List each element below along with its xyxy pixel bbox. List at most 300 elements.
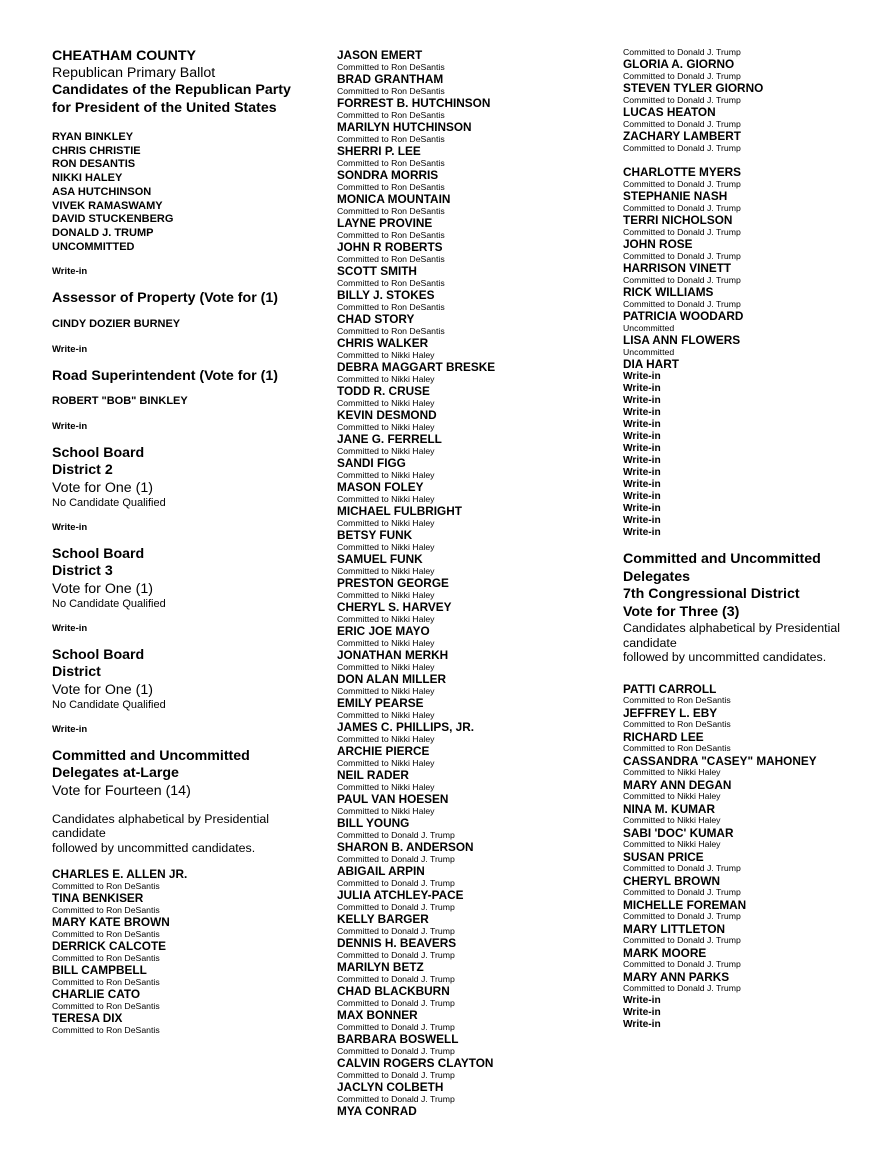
delegate-entry bbox=[337, 1033, 617, 1057]
delegate-commitment: Committed to Nikki Haley bbox=[337, 349, 435, 360]
delegate-name: SHARON B. ANDERSON bbox=[337, 840, 474, 854]
delegate-entry bbox=[337, 241, 617, 265]
delegate-commitment: Committed to Donald J. Trump bbox=[337, 997, 455, 1008]
delegate-name: MYA CONRAD bbox=[337, 1104, 417, 1118]
delegate-name: HARRISON VINETT bbox=[623, 261, 732, 276]
write-in: Write-in bbox=[52, 343, 88, 355]
vote-for-one: Vote for One (1) bbox=[52, 681, 153, 698]
delegate-name: CHERYL BROWN bbox=[623, 873, 720, 888]
delegate-commitment: Committed to Donald J. Trump bbox=[623, 911, 741, 922]
delegate-name: MARY KATE BROWN bbox=[52, 915, 170, 930]
delegate-entry bbox=[337, 985, 617, 1009]
delegate-name: RICK WILLIAMS bbox=[623, 285, 714, 300]
delegate-entry bbox=[337, 865, 617, 889]
delegate-entry bbox=[337, 121, 617, 145]
write-in: Write-in bbox=[52, 723, 88, 735]
delegate-entry bbox=[623, 130, 873, 154]
delegate-commitment: Committed to Ron DeSantis bbox=[337, 253, 445, 264]
delegate-commitment: Committed to Donald J. Trump bbox=[337, 973, 455, 984]
delegate-name: DON ALAN MILLER bbox=[337, 672, 447, 686]
delegate-entry bbox=[337, 817, 617, 841]
delegate-commitment: Committed to Ron DeSantis bbox=[623, 743, 731, 754]
delegate-name: LAYNE PROVINE bbox=[337, 216, 433, 230]
delegate-commitment: Committed to Ron DeSantis bbox=[52, 1024, 160, 1035]
delegate-entry bbox=[337, 337, 617, 361]
assessor-candidate: CINDY DOZIER BURNEY bbox=[52, 317, 181, 330]
delegate-name: LISA ANN FLOWERS bbox=[623, 333, 741, 348]
write-in: Write-in bbox=[623, 515, 661, 526]
delegate-entry bbox=[337, 961, 617, 985]
delegate-name: JOHN R ROBERTS bbox=[337, 240, 443, 254]
delegate-name: CHERYL S. HARVEY bbox=[337, 600, 452, 614]
delegate-name: MICHELLE FOREMAN bbox=[623, 897, 747, 912]
delegate-entry bbox=[337, 505, 617, 529]
delegate-name: KEVIN DESMOND bbox=[337, 408, 437, 422]
delegate-commitment: Committed to Nikki Haley bbox=[337, 589, 435, 600]
delegate-commitment: Committed to Nikki Haley bbox=[337, 757, 435, 768]
candidate-name: NIKKI HALEY bbox=[52, 172, 123, 185]
delegate-entry bbox=[623, 875, 873, 899]
delegate-entry bbox=[623, 238, 873, 262]
delegate-entry bbox=[623, 827, 873, 851]
delegate-name: MARY LITTLETON bbox=[623, 921, 726, 936]
delegate-name: CASSANDRA "CASEY" MAHONEY bbox=[623, 753, 817, 768]
cd-vote-for: Vote for Three (3) bbox=[623, 603, 740, 620]
delegate-commitment: Committed to Nikki Haley bbox=[337, 373, 435, 384]
delegate-commitment: Committed to Donald J. Trump bbox=[623, 887, 741, 898]
delegate-entry bbox=[337, 97, 617, 121]
delegate-entry bbox=[337, 649, 617, 673]
delegate-name: SUSAN PRICE bbox=[623, 849, 704, 864]
delegate-entry bbox=[337, 169, 617, 193]
column-1 bbox=[52, 48, 302, 1036]
assessor-heading: Assessor of Property (Vote for (1) bbox=[52, 290, 278, 307]
delegate-list bbox=[52, 868, 302, 1036]
delegate-entry bbox=[337, 457, 617, 481]
delegate-name: MASON FOLEY bbox=[337, 480, 424, 494]
delegate-name: ARCHIE PIERCE bbox=[337, 744, 430, 758]
delegate-name: TINA BENKISER bbox=[52, 891, 144, 906]
cd-heading: Committed and Uncommitted bbox=[623, 551, 821, 567]
delegate-commitment: Committed to Nikki Haley bbox=[337, 685, 435, 696]
delegate-name: SANDI FIGG bbox=[337, 456, 406, 470]
delegate-list bbox=[623, 683, 873, 995]
delegate-entry bbox=[623, 262, 873, 286]
delegate-commitment: Committed to Nikki Haley bbox=[337, 397, 435, 408]
delegate-commitment: Committed to Donald J. Trump bbox=[337, 925, 455, 936]
write-in: Write-in bbox=[623, 1006, 661, 1018]
delegate-entry bbox=[337, 625, 617, 649]
delegate-entry bbox=[623, 166, 873, 190]
alphabetical-note: Candidates alphabetical by Presidential candidate bbox=[623, 621, 840, 650]
delegate-commitment: Uncommitted bbox=[623, 323, 675, 333]
delegate-name: JAMES C. PHILLIPS, JR. bbox=[337, 720, 475, 734]
delegate-name: MARK MOORE bbox=[623, 945, 707, 960]
delegate-commitment: Committed to Donald J. Trump bbox=[623, 179, 741, 189]
no-candidate-qualified: No Candidate Qualified bbox=[52, 698, 166, 711]
delegate-commitment: Committed to Donald J. Trump bbox=[337, 1045, 455, 1056]
delegate-name: BETSY FUNK bbox=[337, 528, 413, 542]
delegate-commitment: Committed to Donald J. Trump bbox=[337, 853, 455, 864]
ballot-type: Republican Primary Ballot bbox=[52, 65, 216, 81]
delegate-entry bbox=[337, 265, 617, 289]
column-3 bbox=[623, 47, 873, 1031]
write-in: Write-in bbox=[623, 407, 661, 418]
delegate-commitment: Committed to Nikki Haley bbox=[337, 637, 435, 648]
write-in: Write-in bbox=[623, 527, 661, 538]
delegate-entry bbox=[52, 868, 302, 892]
delegate-commitment: Committed to Donald J. Trump bbox=[337, 1069, 455, 1080]
cd-heading-3: 7th Congressional District bbox=[623, 586, 800, 602]
delegate-commitment: Committed to Ron DeSantis bbox=[337, 277, 445, 288]
column-2 bbox=[337, 49, 617, 1118]
delegate-commitment: Committed to Ron DeSantis bbox=[52, 928, 160, 939]
delegate-commitment: Committed to Ron DeSantis bbox=[337, 109, 445, 120]
delegate-entry bbox=[52, 916, 302, 940]
committed-label: Committed to Donald J. Trump bbox=[623, 47, 741, 57]
delegate-commitment: Committed to Donald J. Trump bbox=[623, 95, 741, 105]
delegate-entry bbox=[623, 731, 873, 755]
delegate-entry bbox=[337, 577, 617, 601]
delegate-commitment: Committed to Nikki Haley bbox=[337, 733, 435, 744]
write-in: Write-in bbox=[623, 479, 661, 490]
delegate-commitment: Committed to Donald J. Trump bbox=[337, 1093, 455, 1104]
delegate-name: SHERRI P. LEE bbox=[337, 144, 421, 158]
delegate-entry bbox=[623, 947, 873, 971]
delegate-entry bbox=[337, 289, 617, 313]
delegate-commitment: Committed to Nikki Haley bbox=[623, 767, 721, 778]
delegate-entry bbox=[52, 892, 302, 916]
delegate-name: JANE G. FERRELL bbox=[337, 432, 442, 446]
delegate-name: JOHN ROSE bbox=[623, 237, 693, 252]
school-board-2-heading: School Board bbox=[52, 444, 145, 461]
delegate-commitment: Committed to Nikki Haley bbox=[337, 445, 435, 456]
delegate-name: CHARLES E. ALLEN JR. bbox=[52, 867, 188, 882]
delegate-entry bbox=[337, 889, 617, 913]
write-in: Write-in bbox=[623, 503, 661, 514]
delegate-name: CHRIS WALKER bbox=[337, 336, 429, 350]
write-in: Write-in bbox=[623, 383, 661, 394]
delegate-name: PRESTON GEORGE bbox=[337, 576, 449, 590]
delegate-entry bbox=[623, 803, 873, 827]
delegate-entry bbox=[623, 106, 873, 130]
delegate-commitment: Committed to Donald J. Trump bbox=[623, 275, 741, 285]
delegate-entry bbox=[337, 481, 617, 505]
delegate-commitment: Committed to Ron DeSantis bbox=[337, 205, 445, 216]
write-in-list bbox=[623, 995, 873, 1031]
delegate-name: DERRICK CALCOTE bbox=[52, 939, 167, 954]
alphabetical-note-2: followed by uncommitted candidates. bbox=[623, 650, 827, 664]
delegate-entry bbox=[623, 899, 873, 923]
candidate-name: UNCOMMITTED bbox=[52, 240, 135, 253]
delegate-name: MARILYN HUTCHINSON bbox=[337, 120, 472, 134]
delegate-entry bbox=[52, 940, 302, 964]
delegate-name: DENNIS H. BEAVERS bbox=[337, 936, 457, 950]
delegate-name: BARBARA BOSWELL bbox=[337, 1032, 459, 1046]
school-board-district: District bbox=[52, 664, 101, 681]
delegate-commitment: Committed to Nikki Haley bbox=[337, 805, 435, 816]
delegate-entry bbox=[52, 1012, 302, 1036]
school-board-3-heading: School Board bbox=[52, 545, 145, 562]
delegate-name: ZACHARY LAMBERT bbox=[623, 129, 741, 144]
delegate-name: MARY ANN PARKS bbox=[623, 969, 730, 984]
delegate-commitment: Committed to Donald J. Trump bbox=[623, 203, 741, 213]
write-in: Write-in bbox=[52, 521, 88, 533]
delegate-commitment: Committed to Ron DeSantis bbox=[52, 1000, 160, 1011]
candidate-name: CHRIS CHRISTIE bbox=[52, 144, 141, 157]
delegate-entry bbox=[623, 82, 873, 106]
delegate-entry bbox=[337, 385, 617, 409]
delegate-name: JASON EMERT bbox=[337, 48, 423, 62]
delegate-commitment: Committed to Donald J. Trump bbox=[623, 959, 741, 970]
no-candidate-qualified: No Candidate Qualified bbox=[52, 496, 166, 509]
delegate-entry bbox=[337, 937, 617, 961]
delegate-commitment: Committed to Ron DeSantis bbox=[52, 976, 160, 987]
delegate-commitment: Committed to Nikki Haley bbox=[623, 839, 721, 850]
delegate-name: CHARLIE CATO bbox=[52, 987, 141, 1002]
delegate-name: LUCAS HEATON bbox=[623, 105, 716, 120]
delegate-commitment: Committed to Ron DeSantis bbox=[337, 133, 445, 144]
delegate-entry bbox=[337, 49, 617, 73]
delegate-commitment: Committed to Donald J. Trump bbox=[623, 863, 741, 874]
delegate-name: SONDRA MORRIS bbox=[337, 168, 439, 182]
delegate-commitment: Committed to Nikki Haley bbox=[337, 781, 435, 792]
delegate-name: JONATHAN MERKH bbox=[337, 648, 449, 662]
alphabetical-note-2: followed by uncommitted candidates. bbox=[52, 840, 256, 855]
write-in: Write-in bbox=[623, 1018, 661, 1030]
delegate-commitment: Committed to Donald J. Trump bbox=[623, 935, 741, 946]
delegate-entry bbox=[623, 334, 873, 358]
delegate-entry bbox=[623, 190, 873, 214]
delegate-name: CALVIN ROGERS CLAYTON bbox=[337, 1056, 494, 1070]
delegate-commitment: Committed to Donald J. Trump bbox=[623, 227, 741, 237]
delegate-entry bbox=[337, 913, 617, 937]
delegate-commitment: Committed to Nikki Haley bbox=[337, 469, 435, 480]
delegate-commitment: Committed to Donald J. Trump bbox=[337, 829, 455, 840]
vote-for-one: Vote for One (1) bbox=[52, 580, 153, 597]
delegate-entry bbox=[623, 707, 873, 731]
delegate-commitment: Committed to Ron DeSantis bbox=[52, 880, 160, 891]
school-board-3-district: District 3 bbox=[52, 563, 113, 580]
delegate-list bbox=[623, 58, 873, 154]
delegate-entry bbox=[623, 214, 873, 238]
delegate-name: STEVEN TYLER GIORNO bbox=[623, 81, 764, 96]
at-large-heading: Committed and Uncommitted Delegates at-Large bbox=[52, 747, 250, 782]
delegate-entry bbox=[337, 1105, 617, 1118]
delegate-name: MICHAEL FULBRIGHT bbox=[337, 504, 462, 518]
delegate-entry bbox=[337, 697, 617, 721]
candidate-name: VIVEK RAMASWAMY bbox=[52, 199, 163, 212]
delegate-name: FORREST B. HUTCHINSON bbox=[337, 96, 491, 110]
delegate-name: NEIL RADER bbox=[337, 768, 409, 782]
delegate-commitment: Committed to Nikki Haley bbox=[623, 815, 721, 826]
president-candidate-list bbox=[52, 131, 302, 254]
delegate-name: BILLY J. STOKES bbox=[337, 288, 435, 302]
delegate-commitment: Committed to Donald J. Trump bbox=[337, 877, 455, 888]
write-in: Write-in bbox=[52, 622, 88, 634]
delegate-name: CHAD BLACKBURN bbox=[337, 984, 450, 998]
school-board-heading: School Board bbox=[52, 646, 145, 663]
delegate-commitment: Committed to Donald J. Trump bbox=[623, 251, 741, 261]
delegate-name: ERIC JOE MAYO bbox=[337, 624, 430, 638]
delegate-name: MARILYN BETZ bbox=[337, 960, 424, 974]
delegate-entry bbox=[337, 73, 617, 97]
delegate-entry bbox=[623, 851, 873, 875]
delegate-name: RICHARD LEE bbox=[623, 729, 704, 744]
write-in: Write-in bbox=[623, 455, 661, 466]
delegate-commitment: Committed to Donald J. Trump bbox=[623, 119, 741, 129]
candidate-name: RON DESANTIS bbox=[52, 158, 136, 171]
candidate-name: RYAN BINKLEY bbox=[52, 131, 134, 143]
delegate-entry bbox=[337, 529, 617, 553]
delegate-commitment: Committed to Ron DeSantis bbox=[337, 61, 445, 72]
delegate-commitment: Uncommitted bbox=[623, 347, 675, 357]
delegate-entry bbox=[337, 361, 617, 385]
delegate-name: DIA HART bbox=[623, 357, 679, 372]
delegate-entry bbox=[337, 313, 617, 337]
delegate-name: SABI 'DOC' KUMAR bbox=[623, 825, 734, 840]
delegate-commitment: Committed to Ron DeSantis bbox=[623, 695, 731, 706]
delegate-commitment: Committed to Donald J. Trump bbox=[337, 949, 455, 960]
delegate-commitment: Committed to Donald J. Trump bbox=[337, 1021, 455, 1032]
delegate-commitment: Committed to Nikki Haley bbox=[337, 613, 435, 624]
delegate-entry bbox=[623, 358, 873, 371]
delegate-name: STEPHANIE NASH bbox=[623, 189, 728, 204]
at-large-vote-for: Vote for Fourteen (14) bbox=[52, 782, 191, 799]
delegate-entry bbox=[337, 601, 617, 625]
delegate-name: MONICA MOUNTAIN bbox=[337, 192, 451, 206]
delegate-entry bbox=[337, 745, 617, 769]
delegate-list bbox=[623, 166, 873, 371]
delegate-entry bbox=[623, 683, 873, 707]
delegate-entry bbox=[337, 217, 617, 241]
delegate-name: BILL YOUNG bbox=[337, 816, 410, 830]
delegate-entry bbox=[337, 673, 617, 697]
delegate-entry bbox=[337, 1009, 617, 1033]
delegate-name: PATTI CARROLL bbox=[623, 681, 717, 696]
delegate-name: TERRI NICHOLSON bbox=[623, 213, 733, 228]
delegate-commitment: Committed to Ron DeSantis bbox=[52, 904, 160, 915]
delegate-name: TODD R. CRUSE bbox=[337, 384, 430, 398]
write-in-list bbox=[623, 371, 873, 539]
delegate-entry bbox=[337, 433, 617, 457]
delegate-commitment: Committed to Ron DeSantis bbox=[337, 301, 445, 312]
delegate-entry bbox=[623, 779, 873, 803]
delegate-entry bbox=[337, 769, 617, 793]
delegate-name: EMILY PEARSE bbox=[337, 696, 424, 710]
delegate-entry bbox=[623, 923, 873, 947]
school-board-2-district: District 2 bbox=[52, 462, 113, 479]
delegate-name: MARY ANN DEGAN bbox=[623, 777, 732, 792]
delegate-entry bbox=[52, 988, 302, 1012]
delegate-name: CHARLOTTE MYERS bbox=[623, 165, 741, 180]
president-heading: Candidates of the Republican Party for President of the United States bbox=[52, 82, 291, 116]
delegate-name: TERESA DIX bbox=[52, 1011, 123, 1026]
delegate-name: BRAD GRANTHAM bbox=[337, 72, 444, 86]
delegate-entry bbox=[623, 310, 873, 334]
candidate-name: DONALD J. TRUMP bbox=[52, 226, 154, 239]
delegate-commitment: Committed to Nikki Haley bbox=[337, 517, 435, 528]
delegate-name: JEFFREY L. EBY bbox=[623, 705, 718, 720]
delegate-commitment: Committed to Ron DeSantis bbox=[337, 181, 445, 192]
delegate-commitment: Committed to Donald J. Trump bbox=[623, 143, 741, 153]
write-in: Write-in bbox=[623, 371, 661, 382]
delegate-name: PAUL VAN HOESEN bbox=[337, 792, 449, 806]
write-in: Write-in bbox=[623, 419, 661, 430]
no-candidate-qualified: No Candidate Qualified bbox=[52, 597, 166, 610]
delegate-commitment: Committed to Ron DeSantis bbox=[337, 229, 445, 240]
write-in: Write-in bbox=[52, 266, 88, 278]
alphabetical-note: Candidates alphabetical by Presidential candidate bbox=[52, 811, 269, 841]
delegate-commitment: Committed to Ron DeSantis bbox=[337, 325, 445, 336]
delegate-name: MAX BONNER bbox=[337, 1008, 418, 1022]
delegate-commitment: Committed to Donald J. Trump bbox=[623, 299, 741, 309]
delegate-commitment: Committed to Nikki Haley bbox=[337, 661, 435, 672]
delegate-commitment: Committed to Nikki Haley bbox=[337, 421, 435, 432]
delegate-entry bbox=[337, 145, 617, 169]
delegate-entry bbox=[337, 193, 617, 217]
delegate-entry bbox=[623, 971, 873, 995]
delegate-entry bbox=[623, 286, 873, 310]
delegate-commitment: Committed to Nikki Haley bbox=[623, 791, 721, 802]
delegate-entry bbox=[337, 553, 617, 577]
delegate-name: JULIA ATCHLEY-PACE bbox=[337, 888, 464, 902]
delegate-entry bbox=[337, 793, 617, 817]
delegate-name: CHAD STORY bbox=[337, 312, 415, 326]
delegate-commitment: Committed to Nikki Haley bbox=[337, 709, 435, 720]
delegate-commitment: Committed to Donald J. Trump bbox=[623, 71, 741, 81]
candidate-name: DAVID STUCKENBERG bbox=[52, 213, 174, 226]
county-title: CHEATHAM COUNTY bbox=[52, 48, 196, 64]
delegate-commitment: Committed to Nikki Haley bbox=[337, 493, 435, 504]
delegate-entry bbox=[623, 58, 873, 82]
delegate-name: DEBRA MAGGART BRESKE bbox=[337, 360, 496, 374]
delegate-entry bbox=[337, 409, 617, 433]
delegate-name: PATRICIA WOODARD bbox=[623, 309, 744, 324]
delegate-entry bbox=[623, 755, 873, 779]
delegate-entry bbox=[337, 721, 617, 745]
delegate-entry bbox=[337, 841, 617, 865]
delegate-name: NINA M. KUMAR bbox=[623, 801, 715, 816]
write-in: Write-in bbox=[623, 994, 661, 1006]
delegate-name: KELLY BARGER bbox=[337, 912, 429, 926]
write-in: Write-in bbox=[52, 420, 88, 432]
write-in: Write-in bbox=[623, 443, 661, 454]
candidate-name: ASA HUTCHINSON bbox=[52, 185, 152, 198]
delegate-name: GLORIA A. GIORNO bbox=[623, 57, 735, 72]
delegate-entry bbox=[337, 1081, 617, 1105]
write-in: Write-in bbox=[623, 491, 661, 502]
delegate-name: BILL CAMPBELL bbox=[52, 963, 147, 978]
delegate-name: SCOTT SMITH bbox=[337, 264, 417, 278]
cd-heading-2: Delegates bbox=[623, 568, 691, 585]
write-in: Write-in bbox=[623, 431, 661, 442]
vote-for-one: Vote for One (1) bbox=[52, 479, 153, 496]
road-heading: Road Superintendent (Vote for (1) bbox=[52, 367, 278, 384]
write-in: Write-in bbox=[623, 395, 661, 406]
delegate-entry bbox=[337, 1057, 617, 1081]
road-candidate: ROBERT "BOB" BINKLEY bbox=[52, 395, 188, 408]
delegate-name: ABIGAIL ARPIN bbox=[337, 864, 425, 878]
delegate-entry bbox=[52, 964, 302, 988]
delegate-commitment: Committed to Ron DeSantis bbox=[337, 157, 445, 168]
delegate-commitment: Committed to Donald J. Trump bbox=[337, 901, 455, 912]
delegate-commitment: Committed to Ron DeSantis bbox=[623, 719, 731, 730]
delegate-commitment: Committed to Ron DeSantis bbox=[52, 952, 160, 963]
delegate-name: SAMUEL FUNK bbox=[337, 552, 423, 566]
delegate-list bbox=[337, 49, 617, 1118]
delegate-commitment: Committed to Nikki Haley bbox=[337, 541, 435, 552]
